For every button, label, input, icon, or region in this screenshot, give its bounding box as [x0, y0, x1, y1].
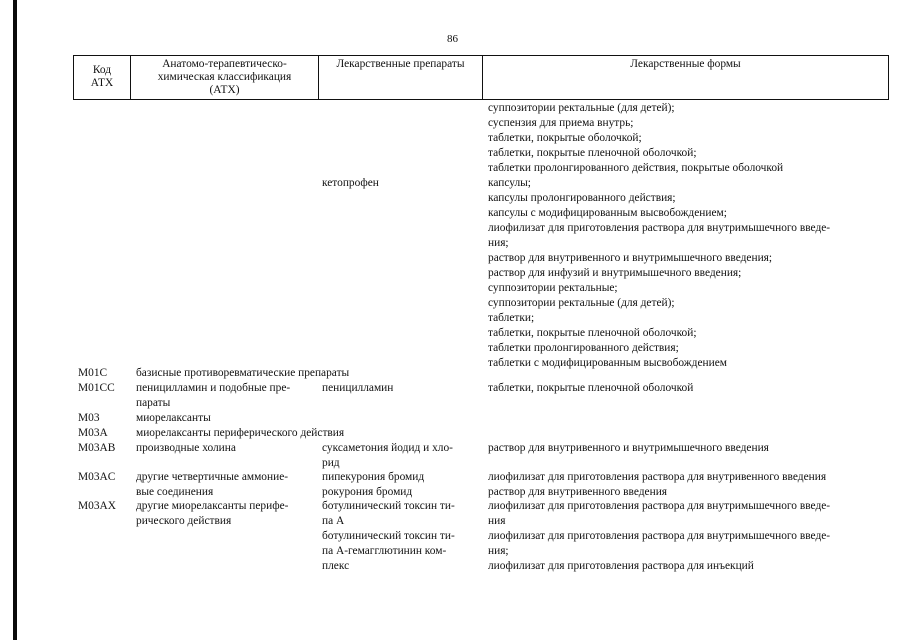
drug-line: па А-гемагглютинин ком- [322, 545, 447, 557]
atc-line: миорелаксанты [136, 412, 211, 424]
atc-line: базисные противоревматические препараты [136, 367, 350, 379]
header-atc-line: химическая классификация [157, 71, 292, 83]
drug-line: па А [322, 515, 345, 527]
atc-group [136, 411, 316, 426]
form-line: таблетки, покрытые пленочной оболочкой [488, 382, 694, 394]
header-drugs [319, 56, 483, 99]
atc-line: параты [136, 397, 171, 409]
atc-code: M03AX [78, 500, 116, 512]
drug-name [322, 176, 484, 191]
form-line: суппозитории ректальные; [488, 282, 618, 294]
form-line: капсулы пролонгированного действия; [488, 192, 676, 204]
form-line: раствор для внутривенного и внутримышечного введения; [488, 252, 773, 264]
form-line: лиофилизат для приготовления раствора для внутривенного введения [488, 471, 827, 483]
atc-line: пеницилламин и подобные пре- [136, 382, 291, 394]
drug-forms [488, 470, 888, 500]
form-line: таблетки, покрытые пленочной оболочкой; [488, 327, 697, 339]
drug-name [322, 441, 484, 471]
header-code [74, 56, 131, 99]
form-line: лиофилизат для приготовления раствора для инъекций [488, 560, 754, 572]
form-line: суппозитории ректальные (для детей); [488, 102, 675, 114]
form-line: таблетки, покрытые пленочной оболочкой; [488, 147, 697, 159]
form-line: лиофилизат для приготовления раствора для внутримышечного введе- [488, 222, 831, 234]
drug-forms [488, 176, 888, 371]
form-line: капсулы; [488, 177, 531, 189]
header-atc [131, 56, 319, 99]
header-forms [483, 56, 888, 99]
atc-code: M01C [78, 367, 108, 379]
header-atc-line: (АТХ) [209, 84, 240, 96]
form-line: ния [488, 515, 506, 527]
form-line: раствор для инфузий и внутримышечного введения; [488, 267, 742, 279]
form-line: таблетки; [488, 312, 535, 324]
form-line: таблетки, покрытые оболочкой; [488, 132, 642, 144]
header-drugs-line: Лекарственные препараты [336, 58, 465, 70]
form-line: таблетки пролонгированного действия; [488, 342, 679, 354]
page-number: 86 [447, 33, 458, 45]
atc-group [136, 366, 536, 381]
form-line: раствор для внутривенного и внутримышечного введения [488, 442, 769, 454]
form-line: ния; [488, 545, 509, 557]
form-line: лиофилизат для приготовления раствора для внутримышечного введе- [488, 500, 831, 512]
atc-group [136, 381, 316, 411]
form-line: ния; [488, 237, 509, 249]
drug-name [322, 381, 484, 396]
forms-continued [488, 101, 888, 176]
form-line: раствор для внутривенного введения [488, 486, 668, 498]
drug-line: пеницилламин [322, 382, 394, 394]
header-atc-line: Анатомо-терапевтическо- [162, 58, 287, 70]
drug-forms [488, 381, 888, 396]
drug-name [322, 470, 484, 500]
drug-forms [488, 499, 888, 574]
form-line: лиофилизат для приготовления раствора для внутримышечного введе- [488, 530, 831, 542]
atc-line: другие четвертичные аммоние- [136, 471, 289, 483]
atc-group [136, 470, 316, 500]
atc-code: M03A [78, 427, 108, 439]
atc-line: вые соединения [136, 486, 214, 498]
drug-forms [488, 441, 888, 456]
table-header [73, 55, 889, 100]
binding-edge [13, 0, 17, 640]
atc-line: рического действия [136, 515, 232, 527]
drug-line: кетопрофен [322, 177, 379, 189]
drug-line: пипекурония бромид [322, 471, 425, 483]
header-forms-line: Лекарственные формы [630, 58, 741, 70]
drug-line: рокурония бромид [322, 486, 413, 498]
atc-line: производные холина [136, 442, 236, 454]
drug-line: рид [322, 457, 340, 469]
form-line: суспензия для приема внутрь; [488, 117, 634, 129]
drug-line: суксаметония йодид и хло- [322, 442, 453, 454]
atc-code: M03 [78, 412, 100, 424]
drug-name [322, 499, 484, 574]
form-line: суппозитории ректальные (для детей); [488, 297, 675, 309]
atc-code: M03AC [78, 471, 116, 483]
drug-line: ботулинический токсин ти- [322, 530, 455, 542]
form-line: таблетки пролонгированного действия, покрытые оболочкой [488, 162, 784, 174]
atc-code: M01CC [78, 382, 115, 394]
header-code-line: АТХ [90, 77, 114, 89]
drug-line: ботулинический токсин ти- [322, 500, 455, 512]
atc-code: M03AB [78, 442, 116, 454]
header-code-line: Код [92, 64, 112, 76]
atc-group [136, 441, 316, 456]
form-line: капсулы с модифицированным высвобождением; [488, 207, 727, 219]
atc-line: другие миорелаксанты перифе- [136, 500, 289, 512]
drug-line: плекс [322, 560, 350, 572]
atc-group [136, 499, 316, 529]
atc-line: миорелаксанты периферического действия [136, 427, 345, 439]
atc-group [136, 426, 536, 441]
form-line: таблетки с модифицированным высвобождением [488, 357, 727, 369]
